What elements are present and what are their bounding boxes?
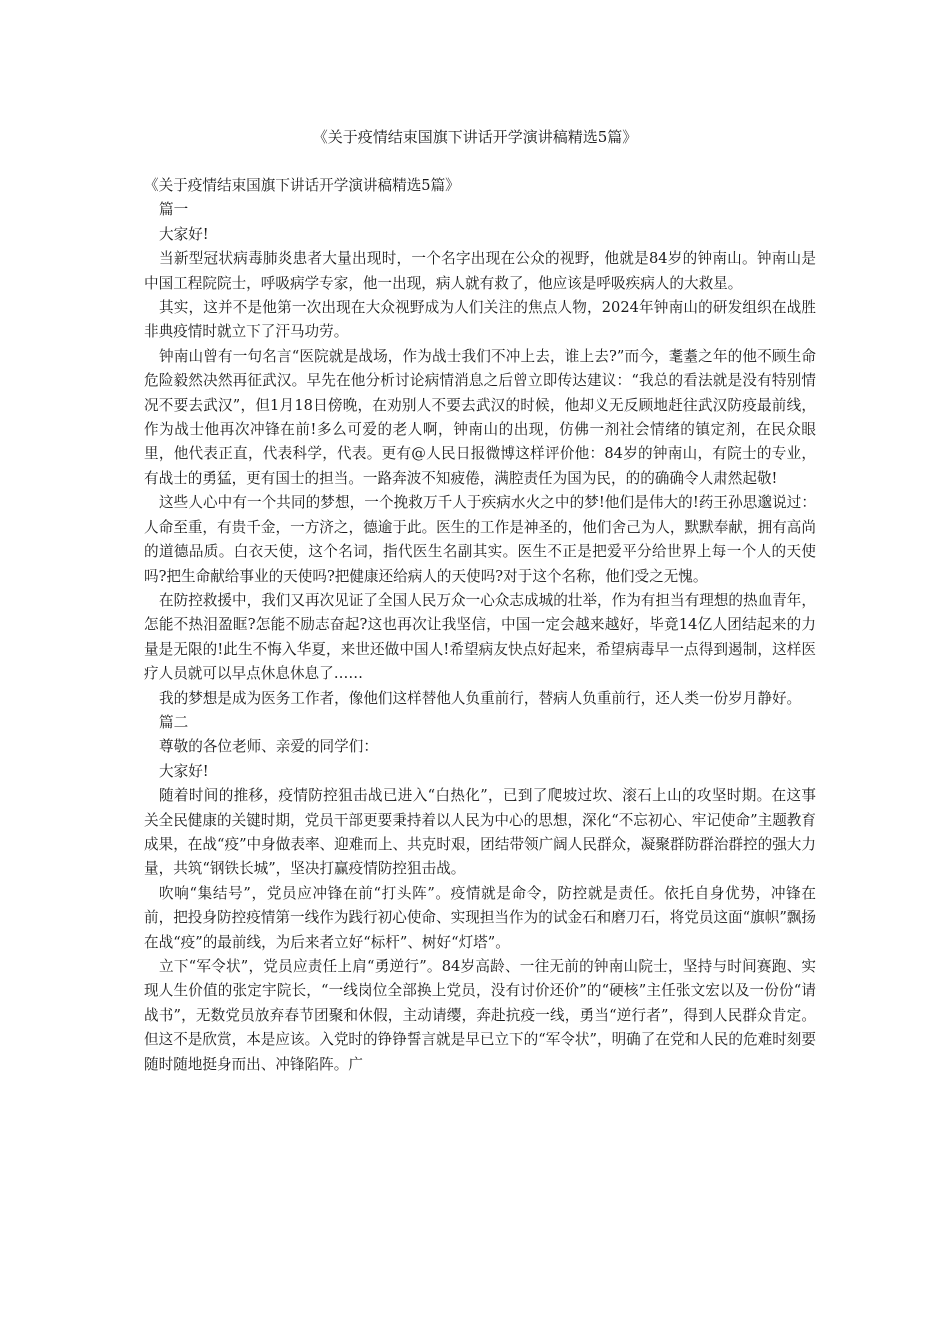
paragraph: 吹响“集结号”，党员应冲锋在前“打头阵”。疫情就是命令，防控就是责任。依托自身优势，冲锋在前，把投身防控疫情第一线作为践行初心使命、实现担当作为的试金石和磨刀石，将党员这面“旗帜”飘扬在战“疫”的最前线，为后来者立好“标杆”、树好“灯塔”。 <box>144 884 816 951</box>
paragraph: 钟南山曾有一句名言“医院就是战场，作为战士我们不冲上去，谁上去?”而今，耄耋之年的他不顾生命危险毅然决然再征武汉。早先在他分析讨论病情消息之后曾立即传达建议：“我总的看法就是没有特别情况不要去武汉”，但1月18日傍晚，在劝别人不要去武汉的时候，他却义无反顾地赶往武汉防疫最前线，作为战士他再次冲锋在前!多么可爱的老人啊，钟南山的出现，仿佛一剂社会情绪的镇定剂，在民众眼里，他代表正直，代表科学，代表。更有@人民日报微博这样评价他：84岁的钟南山，有院士的专业，有战士的勇猛，更有国士的担当。一路奔波不知疲倦，满腔责任为国为民，的的确确令人肃然起敬! <box>144 347 816 487</box>
paragraph: 大家好! <box>159 762 209 780</box>
paragraph: 我的梦想是成为医务工作者，像他们这样替他人负重前行，替病人负重前行，还人类一份岁月静好。 <box>159 689 802 707</box>
page-title: 《关于疫情结束国旗下讲话开学演讲稿精选5篇》 <box>312 128 638 146</box>
paragraph: 当新型冠状病毒肺炎患者大量出现时，一个名字出现在公众的视野，他就是84岁的钟南山。钟南山是中国工程院院士，呼吸病学专家，他一出现，病人就有救了，他应该是呼吸疾病人的大救星。 <box>144 250 816 292</box>
paragraph: 立下“军令状”，党员应责任上肩“勇逆行”。84岁高龄、一往无前的钟南山院士，坚持与时间赛跑、实现人生价值的张定宇院长，“一线岗位全部换上党员，没有讨价还价”的“硬核”主任张文宏以及一份份“请战书”，无数党员放弃春节团聚和休假，主动请缨，奔赴抗疫一线，勇当“逆行者”，得到人民群众肯定。但这不是欣赏，本是应该。入党时的铮铮誓言就是早已立下的“军令状”，明确了在党和人民的危难时刻要随时随地挺身而出、冲锋陷阵。广 <box>144 958 816 1073</box>
document-subtitle: 《关于疫情结束国旗下讲话开学演讲稿精选5篇》 <box>144 177 460 194</box>
document-body <box>144 174 816 1077</box>
paragraph: 在防控救援中，我们又再次见证了全国人民万众一心众志成城的壮举，作为有担当有理想的热血青年，怎能不热泪盈眶?怎能不励志奋起?这也再次让我坚信，中国一定会越来越好，毕竟14亿人团结起来的力量是无限的!此生不悔入华夏，来世还做中国人!希望病友快点好起来，希望病毒早一点得到遏制，这样医疗人员就可以早点休息休息了…… <box>144 591 816 683</box>
paragraph: 其实，这并不是他第一次出现在大众视野成为人们关注的焦点人物，2024年钟南山的研发组织在战胜非典疫情时就立下了汗马功劳。 <box>144 299 816 341</box>
paragraph: 大家好! <box>159 225 209 243</box>
section-heading: 篇二 <box>159 713 189 731</box>
section-heading: 篇一 <box>159 201 189 219</box>
paragraph: 尊敬的各位老师、亲爱的同学们： <box>159 738 378 756</box>
paragraph: 随着时间的推移，疫情防控狙击战已进入“白热化”，已到了爬坡过坎、滚石上山的攻坚时期。在这事关全民健康的关键时期，党员干部更要秉持着以人民为中心的思想，深化“不忘初心、牢记使命”主题教育成果，在战“疫”中身做表率、迎难而上、共克时艰，团结带领广阔人民群众，凝聚群防群治群控的强大力量，共筑“钢铁长城”，坚决打赢疫情防控狙击战。 <box>144 787 816 878</box>
paragraph: 这些人心中有一个共同的梦想，一个挽救万千人于疾病水火之中的梦!他们是伟大的!药王孙思邈说过：人命至重，有贵千金，一方济之，德逾于此。医生的工作是神圣的，他们舍己为人，默默奉献，拥有高尚的道德品质。白衣天使，这个名词，指代医生名副其实。医生不正是把爱平分给世界上每一个人的天使吗?把生命献给事业的天使吗?把健康还给病人的天使吗?对于这个名称，他们受之无愧。 <box>144 494 816 585</box>
